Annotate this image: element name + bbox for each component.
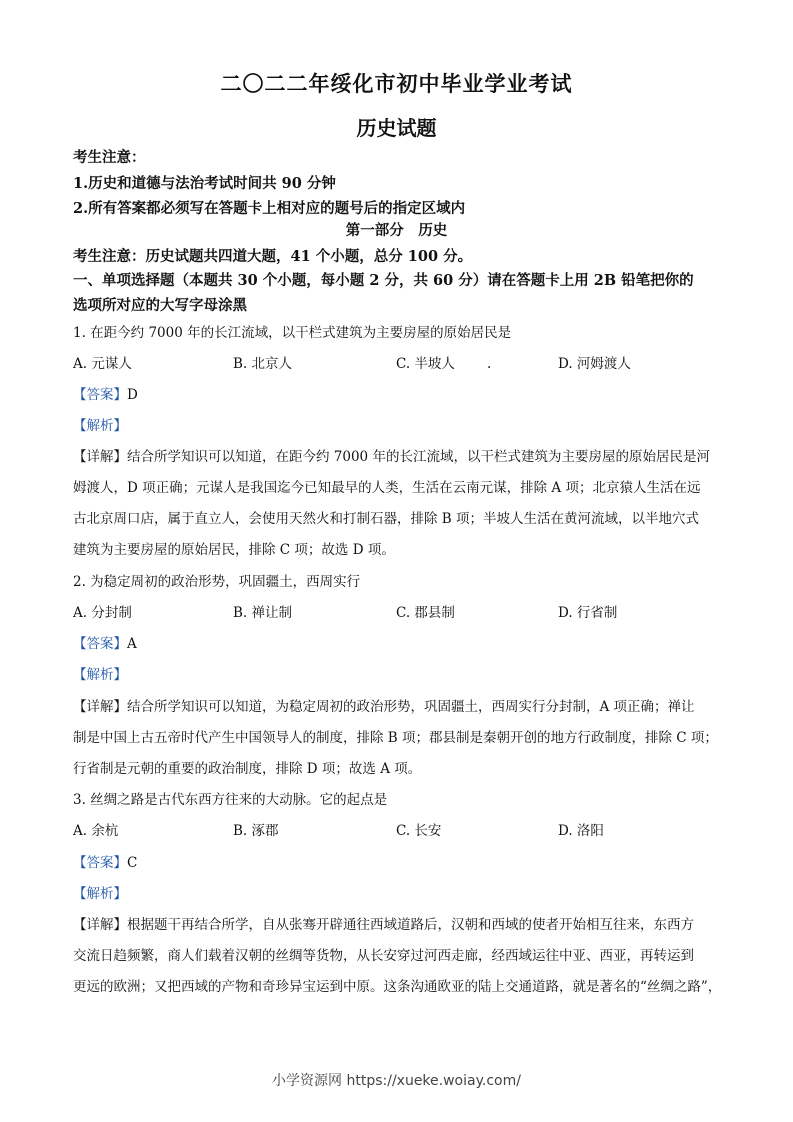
detail-text: 根据题干再结合所学，自从张骞开辟通往西域道路后，汉朝和西域的使者开始相互往来，东西方 <box>127 917 694 933</box>
answer-value: A <box>127 636 137 652</box>
question-1-option-a: A. 元谋人 <box>73 356 132 372</box>
part-notice: 考生注意：历史试题共四道大题，41 个小题，总分 100 分。 <box>73 248 473 265</box>
question-3-analysis-tag: 【解析】 <box>73 886 127 902</box>
question-1-stem: 1. 在距今约 7000 年的长江流域，以干栏式建筑为主要房屋的原始居民是 <box>73 325 512 341</box>
question-2-analysis-tag: 【解析】 <box>73 667 127 683</box>
part-title: 第一部分 历史 <box>345 222 448 239</box>
detail-tag: 【详解】 <box>73 699 127 715</box>
detail-tag: 【详解】 <box>73 917 127 933</box>
question-2-option-b: B. 禅让制 <box>233 605 293 621</box>
notice-item-2: 2.所有答案都必须写在答题卡上相对应的题号后的指定区域内 <box>73 200 466 217</box>
stray-dot: . <box>487 356 492 372</box>
question-3-answer <box>73 853 723 873</box>
question-2-option-c: C. 郡县制 <box>396 605 455 621</box>
question-1-detail-line-3: 古北京周口店，属于直立人，会使用天然火和打制石器，排除 B 项；半坡人生活在黄河流域，以半地穴式 <box>73 511 700 527</box>
question-1-analysis-tag: 【解析】 <box>73 418 127 434</box>
question-1-option-b: B. 北京人 <box>233 356 293 372</box>
question-2-stem: 2. 为稳定周初的政治形势，巩固疆土，西周实行 <box>73 574 361 590</box>
answer-tag: 【答案】 <box>73 636 127 652</box>
exam-title: 二〇二二年绥化市初中毕业学业考试 <box>220 71 573 96</box>
question-1-answer <box>73 385 723 405</box>
detail-text: 结合所学知识可以知道，为稳定周初的政治形势，巩固疆土，西周实行分封制，A 项正确；禅让 <box>127 699 695 715</box>
question-3-option-d: D. 洛阳 <box>558 823 604 839</box>
question-3-option-c: C. 长安 <box>396 823 442 839</box>
question-1-detail-line-1 <box>73 442 723 473</box>
question-2-detail-line-1 <box>73 692 723 723</box>
question-1-option-c: C. 半坡人 <box>396 356 455 372</box>
notice-item-1: 1.历史和道德与法治考试时间共 90 分钟 <box>73 175 336 192</box>
answer-tag: 【答案】 <box>73 855 127 871</box>
answer-value: D <box>127 387 138 403</box>
question-3-detail-line-3: 更远的欧洲；又把西域的产物和奇珍异宝运到中原。这条沟通欧亚的陆上交通道路，就是著名的“丝绸之路”， <box>73 979 722 995</box>
question-1-detail <box>73 442 723 566</box>
question-3-detail-line-2: 交流日趋频繁，商人们载着汉朝的丝绸等货物，从长安穿过河西走廊，经西域运往中亚、西亚，再转运到 <box>73 948 694 964</box>
section-instruction-line-1: 一、单项选择题（本题共 30 个小题，每小题 2 分，共 60 分）请在答题卡上用 2B 铅笔把你的 <box>73 272 694 289</box>
question-3-option-b: B. 涿郡 <box>233 823 279 839</box>
question-2-detail-line-2: 制是中国上古五帝时代产生中国领导人的制度，排除 B 项；郡县制是秦朝开创的地方行政制度，排除 C 项； <box>73 730 718 746</box>
question-3-detail <box>73 910 723 1003</box>
exam-subtitle: 历史试题 <box>356 116 437 140</box>
question-2-answer <box>73 634 723 654</box>
question-2-detail-line-3: 行省制是元朝的重要的政治制度，排除 D 项；故选 A 项。 <box>73 761 422 777</box>
question-1-detail-line-2: 姆渡人，D 项正确；元谋人是我国迄今已知最早的人类，生活在云南元谋，排除 A 项；北京猿人生活在远 <box>73 480 701 496</box>
detail-text: 结合所学知识可以知道，在距今约 7000 年的长江流域，以干栏式建筑为主要房屋的原始居民是河 <box>127 449 710 465</box>
question-3-stem: 3. 丝绸之路是古代东西方往来的大动脉。它的起点是 <box>73 792 388 808</box>
question-2-option-d: D. 行省制 <box>558 605 618 621</box>
question-1-option-d: D. 河姆渡人 <box>558 356 631 372</box>
answer-value: C <box>127 855 138 871</box>
detail-tag: 【详解】 <box>73 449 127 465</box>
question-3-option-a: A. 余杭 <box>73 823 119 839</box>
question-1-detail-line-4: 建筑为主要房屋的原始居民，排除 C 项；故选 D 项。 <box>73 542 395 558</box>
answer-tag: 【答案】 <box>73 387 127 403</box>
question-2-option-a: A. 分封制 <box>73 605 132 621</box>
footer-watermark: 小学资源网 https://xueke.woiay.com/ <box>272 1073 521 1089</box>
question-2-detail <box>73 692 723 785</box>
question-3-detail-line-1 <box>73 910 723 941</box>
notice-heading: 考生注意： <box>73 149 146 166</box>
section-instruction-line-2: 选项所对应的大写字母涂黑 <box>73 297 247 314</box>
